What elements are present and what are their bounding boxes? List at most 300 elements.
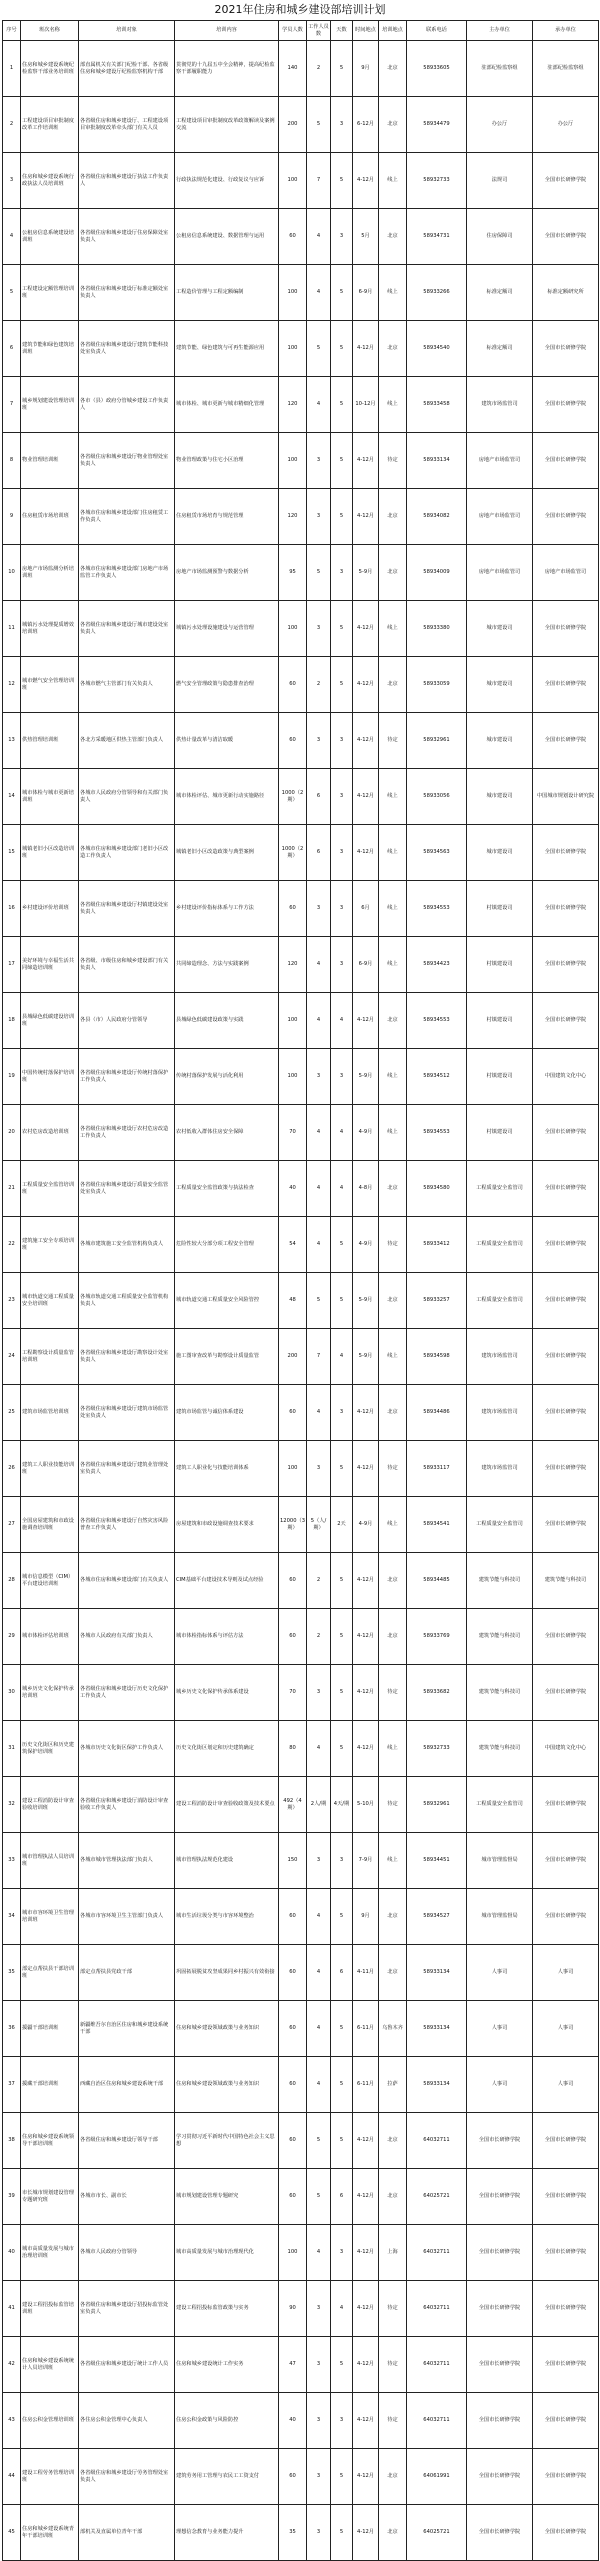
table-cell: 11 <box>3 601 21 657</box>
table-cell: 3 <box>307 2337 331 2393</box>
table-cell: 30 <box>3 1665 21 1721</box>
column-header: 时间地点 <box>353 21 379 41</box>
table-cell: 部定点帮扶县党政干部 <box>79 1945 175 2001</box>
table-cell: 64061991 <box>407 2449 467 2505</box>
table-cell: 各县（市）人民政府分管领导 <box>79 993 175 1049</box>
table-cell: 施工图审查改革与勘察设计质量监管 <box>175 1329 279 1385</box>
table-cell: 全国市长研修学院 <box>533 2337 599 2393</box>
table-cell: 全国市长研修学院 <box>533 1161 599 1217</box>
table-cell: 5 <box>331 489 353 545</box>
column-header: 联系电话 <box>407 21 467 41</box>
table-cell: 3 <box>331 209 353 265</box>
table-cell: 城市信息模型（CIM）平台建设培训班 <box>21 1553 79 1609</box>
table-cell: 西藏自治区住房和城乡建设系统干部 <box>79 2057 175 2113</box>
table-cell: 建设工程招投标监管政策与实务 <box>175 2281 279 2337</box>
table-cell: 58934527 <box>407 1889 467 1945</box>
table-cell: 6 <box>331 2169 353 2225</box>
table-cell: 建筑工人职业技能培训班 <box>21 1441 79 1497</box>
table-cell: 各城市人民政府分管领导和有关部门负责人 <box>79 769 175 825</box>
table-cell: 5 <box>331 2505 353 2561</box>
table-cell: 城市建设司 <box>467 657 533 713</box>
table-cell: 待定 <box>379 2393 407 2449</box>
table-cell: 60 <box>279 1889 307 1945</box>
table-cell: 房地产市场监测分析培训班 <box>21 545 79 601</box>
table-cell: 12000（3期） <box>279 1497 307 1553</box>
table-cell: 历史文化街区划定和历史建筑确定 <box>175 1721 279 1777</box>
table-cell: 各省级住房和城乡建设厅领导干部 <box>79 2113 175 2169</box>
table-cell: 全国市长研修学院 <box>533 1889 599 1945</box>
table-row <box>3 1497 599 1553</box>
table-cell: 26 <box>3 1441 21 1497</box>
table-cell: 市长城市规划建设管理专题研究班 <box>21 2169 79 2225</box>
table-cell: 城镇老旧小区改造政策与典型案例 <box>175 825 279 881</box>
table-cell: 43 <box>3 2393 21 2449</box>
table-cell: 4-12月 <box>353 601 379 657</box>
table-row <box>3 2393 599 2449</box>
table-cell: 城乡历史文化保护传承体系建设 <box>175 1665 279 1721</box>
table-cell: 北京 <box>379 321 407 377</box>
column-header: 培训内容 <box>175 21 279 41</box>
table-cell: 各城市住房和城乡建设部门住房租赁工作负责人 <box>79 489 175 545</box>
table-cell: 58932961 <box>407 1777 467 1833</box>
table-cell: 19 <box>3 1049 21 1105</box>
table-cell: 6-11月 <box>353 2001 379 2057</box>
table-cell: 58934563 <box>407 825 467 881</box>
table-cell: 4-11月 <box>353 1945 379 2001</box>
table-cell: 4天/期 <box>331 1777 353 1833</box>
table-cell: 2 <box>307 1553 331 1609</box>
table-cell: 4 <box>307 1721 331 1777</box>
table-cell: 人事司 <box>533 2057 599 2113</box>
table-cell: 北京 <box>379 657 407 713</box>
table-cell: 10 <box>3 545 21 601</box>
table-cell: 4-12月 <box>353 2225 379 2281</box>
table-cell: 5 <box>331 41 353 97</box>
table-cell: 35 <box>279 2505 307 2561</box>
table-cell: 4-12月 <box>353 657 379 713</box>
table-cell: 北京 <box>379 1609 407 1665</box>
table-cell: 4 <box>307 1161 331 1217</box>
table-cell: 4-12月 <box>353 1441 379 1497</box>
table-cell: 建筑节能与科技司 <box>467 1609 533 1665</box>
table-row <box>3 1329 599 1385</box>
table-cell: 标准定额司 <box>467 265 533 321</box>
table-cell: 全国市长研修学院 <box>467 2225 533 2281</box>
table-cell: 5 <box>331 2057 353 2113</box>
table-row <box>3 1049 599 1105</box>
table-cell: 4 <box>331 1161 353 1217</box>
table-cell: 2 <box>307 657 331 713</box>
table-cell: 全国市长研修学院 <box>533 1833 599 1889</box>
table-cell: 全国市长研修学院 <box>533 2113 599 2169</box>
table-cell: 巩固拓展脱贫攻坚成果同乡村振兴有效衔接 <box>175 1945 279 2001</box>
table-cell: 6-12月 <box>353 97 379 153</box>
table-cell: 60 <box>279 1553 307 1609</box>
table-cell: 4 <box>331 993 353 1049</box>
table-cell: 58933134 <box>407 433 467 489</box>
table-cell: 1000（2期） <box>279 825 307 881</box>
table-cell: 5 <box>331 1217 353 1273</box>
table-cell: 人事司 <box>467 2057 533 2113</box>
table-cell: 5-9月 <box>353 545 379 601</box>
table-cell: 100 <box>279 601 307 657</box>
table-row <box>3 1273 599 1329</box>
table-cell: 5 <box>331 1665 353 1721</box>
table-cell: 58934451 <box>407 1833 467 1889</box>
table-cell: 4 <box>307 1385 331 1441</box>
table-cell: 全国市长研修学院 <box>533 2169 599 2225</box>
table-cell: 16 <box>3 881 21 937</box>
table-cell: 5-9月 <box>353 1273 379 1329</box>
table-cell: 学习贯彻习近平新时代中国特色社会主义思想 <box>175 2113 279 2169</box>
table-row <box>3 489 599 545</box>
table-cell: 各省级住房和城乡建设厅执法工作负责人 <box>79 153 175 209</box>
table-cell: 60 <box>279 209 307 265</box>
table-cell: 各省级、市级住房和城乡建设部门有关负责人 <box>79 937 175 993</box>
table-cell: 60 <box>279 2169 307 2225</box>
table-cell: 9 <box>3 489 21 545</box>
table-cell: 33 <box>3 1833 21 1889</box>
table-cell: 31 <box>3 1721 21 1777</box>
table-cell: 58934485 <box>407 1553 467 1609</box>
table-cell: 工程质量安全监管政策与执法检查 <box>175 1161 279 1217</box>
table-cell: 58934512 <box>407 1049 467 1105</box>
table-cell: 全国市长研修学院 <box>467 2337 533 2393</box>
table-cell: 各北方采暖地区供热主管部门负责人 <box>79 713 175 769</box>
table-cell: 物业管理培训班 <box>21 433 79 489</box>
table-cell: 全国市长研修学院 <box>467 2393 533 2449</box>
table-cell: 3 <box>307 1049 331 1105</box>
table-cell: 建筑市场监管培训班 <box>21 1385 79 1441</box>
table-cell: 4 <box>307 1217 331 1273</box>
table-cell: 23 <box>3 1273 21 1329</box>
table-cell: 建筑市场监管司 <box>467 1385 533 1441</box>
table-cell: 新疆维吾尔自治区住房和城乡建设系统干部 <box>79 2001 175 2057</box>
table-cell: 3 <box>331 2225 353 2281</box>
table-cell: 3 <box>307 881 331 937</box>
table-cell: 35 <box>3 1945 21 2001</box>
table-cell: 线上 <box>379 265 407 321</box>
table-cell: 10-12月 <box>353 377 379 433</box>
table-cell: 58934541 <box>407 1497 467 1553</box>
table-cell: 中国建筑文化中心 <box>533 1049 599 1105</box>
table-cell: 58934731 <box>407 209 467 265</box>
table-cell: 5 <box>331 1553 353 1609</box>
table-row <box>3 2337 599 2393</box>
table-cell: 工程质量安全监管司 <box>467 1217 533 1273</box>
table-cell: 城市高质量发展与城市治理现代化 <box>175 2225 279 2281</box>
table-cell: 7 <box>3 377 21 433</box>
table-cell: 3 <box>307 489 331 545</box>
table-cell: 120 <box>279 489 307 545</box>
table-cell: 5 <box>3 265 21 321</box>
table-row <box>3 1833 599 1889</box>
column-header: 学员人数 <box>279 21 307 41</box>
table-cell: 燃气安全管理政策与隐患排查治理 <box>175 657 279 713</box>
table-cell: 全国市长研修学院 <box>533 1609 599 1665</box>
table-cell: 公租房信息系统建设、数据管理与运用 <box>175 209 279 265</box>
table-cell: 各城市燃气主管部门有关负责人 <box>79 657 175 713</box>
table-cell: 4-12月 <box>353 713 379 769</box>
table-cell: 58933605 <box>407 41 467 97</box>
table-row <box>3 1217 599 1273</box>
table-cell: 各省级住房和城乡建设厅质量安全监管处室负责人 <box>79 1161 175 1217</box>
table-cell: 6月 <box>353 881 379 937</box>
table-cell: 4 <box>307 937 331 993</box>
table-cell: 建筑市场监管司 <box>467 377 533 433</box>
table-cell: 4-12月 <box>353 993 379 1049</box>
table-cell: 58933117 <box>407 1441 467 1497</box>
table-cell: 全国市长研修学院 <box>533 1105 599 1161</box>
table-cell: 住房和城乡建设领域政策与业务知识 <box>175 2001 279 2057</box>
table-cell: 人事司 <box>533 2001 599 2057</box>
table-cell: 100 <box>279 153 307 209</box>
table-cell: 58934486 <box>407 1385 467 1441</box>
table-cell: 城市轨道交通工程质量安全培训班 <box>21 1273 79 1329</box>
table-cell: 48 <box>279 1273 307 1329</box>
table-cell: 3 <box>331 2393 353 2449</box>
table-cell: 60 <box>279 1385 307 1441</box>
column-header: 培训地点 <box>379 21 407 41</box>
table-cell: 40 <box>3 2225 21 2281</box>
table-cell: 建筑节能、绿色建筑与可再生能源应用 <box>175 321 279 377</box>
table-cell: 各省级住房和城乡建设厅村镇建设处室负责人 <box>79 881 175 937</box>
table-cell: 4-12月 <box>353 2113 379 2169</box>
table-cell: 37 <box>3 2057 21 2113</box>
table-cell: 工程造价管理与工程定额编制 <box>175 265 279 321</box>
table-cell: 理想信念教育与业务能力提升 <box>175 2505 279 2561</box>
table-cell: 28 <box>3 1553 21 1609</box>
table-cell: 村镇建设司 <box>467 1105 533 1161</box>
column-header: 班次名称 <box>21 21 79 41</box>
table-cell: 乌鲁木齐 <box>379 2001 407 2057</box>
table-cell: 25 <box>3 1385 21 1441</box>
table-cell: 北京 <box>379 1385 407 1441</box>
table-cell: 95 <box>279 545 307 601</box>
table-cell: 3 <box>331 937 353 993</box>
table-cell: 城市建设司 <box>467 769 533 825</box>
table-cell: 标准定额研究所 <box>533 265 599 321</box>
table-cell: 线上 <box>379 1497 407 1553</box>
table-cell: 北京 <box>379 489 407 545</box>
table-cell: 全国市长研修学院 <box>533 2449 599 2505</box>
table-cell: 4-12月 <box>353 2505 379 2561</box>
table-cell: 58934553 <box>407 1105 467 1161</box>
table-cell: 7 <box>307 1329 331 1385</box>
table-cell: 4 <box>307 2225 331 2281</box>
table-cell: 2 <box>307 41 331 97</box>
table-cell: 美好环境与幸福生活共同缔造培训班 <box>21 937 79 993</box>
table-cell: 58933257 <box>407 1273 467 1329</box>
table-cell: 住房和城乡建设领域政策与业务知识 <box>175 2057 279 2113</box>
table-cell: 140 <box>279 41 307 97</box>
table-cell: 城市体检与城市更新培训班 <box>21 769 79 825</box>
table-cell: 58933412 <box>407 1217 467 1273</box>
table-cell: 全国市长研修学院 <box>533 1329 599 1385</box>
table-cell: 64032711 <box>407 2337 467 2393</box>
table-cell: 100 <box>279 265 307 321</box>
table-row <box>3 1441 599 1497</box>
table-cell: 全国市长研修学院 <box>533 2505 599 2561</box>
table-row <box>3 1721 599 1777</box>
table-cell: 城乡历史文化保护传承培训班 <box>21 1665 79 1721</box>
table-cell: 待定 <box>379 1777 407 1833</box>
table-cell: 各省级住房和城乡建设厅消防设计审查验收工作负责人 <box>79 1777 175 1833</box>
table-cell: 58933458 <box>407 377 467 433</box>
table-cell: 住房和城乡建设系统纪检监察干部业务培训班 <box>21 41 79 97</box>
table-row <box>3 881 599 937</box>
table-cell: 58933769 <box>407 1609 467 1665</box>
table-cell: 北京 <box>379 1889 407 1945</box>
table-cell: 4-12月 <box>353 321 379 377</box>
table-cell: 64032711 <box>407 2113 467 2169</box>
table-cell: 4-12月 <box>353 2337 379 2393</box>
table-cell: 线上 <box>379 825 407 881</box>
table-cell: 建筑市场监管司 <box>467 1329 533 1385</box>
table-cell: 中国城市规划设计研究院 <box>533 769 599 825</box>
table-cell: 45 <box>3 2505 21 2561</box>
table-cell: 58933059 <box>407 657 467 713</box>
table-cell: 4-9月 <box>353 1105 379 1161</box>
table-cell: 4 <box>307 1889 331 1945</box>
table-cell: 房地产市场监管司 <box>467 433 533 489</box>
table-cell: 线上 <box>379 1721 407 1777</box>
table-cell: 4 <box>331 1329 353 1385</box>
table-cell: 17 <box>3 937 21 993</box>
table-cell: 北京 <box>379 1273 407 1329</box>
table-cell: 城市体检评估培训班 <box>21 1609 79 1665</box>
column-header: 主办单位 <box>467 21 533 41</box>
table-cell: 4-12月 <box>353 2169 379 2225</box>
table-cell: 城市建设司 <box>467 713 533 769</box>
table-cell: 工程质量安全监管司 <box>467 1777 533 1833</box>
table-cell: 城市管理执法规范化建设 <box>175 1833 279 1889</box>
table-cell: 5 <box>331 2449 353 2505</box>
table-cell: 全国市长研修学院 <box>533 489 599 545</box>
table-cell: 建设工程消防设计审查验收培训班 <box>21 1777 79 1833</box>
table-cell: 住房公积金管理培训班 <box>21 2393 79 2449</box>
table-cell: 5 <box>307 1273 331 1329</box>
table-cell: 援疆干部培训班 <box>21 2001 79 2057</box>
table-cell: 待定 <box>379 2337 407 2393</box>
table-cell: 20 <box>3 1105 21 1161</box>
table-cell: 住房和城乡建设系统行政执法人员培训班 <box>21 153 79 209</box>
table-cell: 全国市长研修学院 <box>533 1441 599 1497</box>
table-cell: 农村低收入群体住房安全保障 <box>175 1105 279 1161</box>
table-cell: 5 <box>331 2337 353 2393</box>
table-cell: 各城市历史文化街区保护工作负责人 <box>79 1721 175 1777</box>
table-cell: 全国房屋建筑和市政设施调查培训班 <box>21 1497 79 1553</box>
table-cell: 各城市人民政府有关部门负责人 <box>79 1609 175 1665</box>
table-cell: 乡村建设评价培训班 <box>21 881 79 937</box>
table-row <box>3 2169 599 2225</box>
table-cell: 城市体检评估、城市更新行动实施路径 <box>175 769 279 825</box>
table-cell: 58933134 <box>407 1945 467 2001</box>
table-cell: 100 <box>279 1441 307 1497</box>
table-cell: 待定 <box>379 1441 407 1497</box>
table-cell: 5 <box>331 153 353 209</box>
table-row <box>3 265 599 321</box>
table-cell: 村镇建设司 <box>467 1049 533 1105</box>
table-cell: 58933380 <box>407 601 467 657</box>
table-cell: 3 <box>307 1665 331 1721</box>
table-cell: 3 <box>331 881 353 937</box>
table-cell: 4-12月 <box>353 1609 379 1665</box>
table-cell: 5 <box>331 657 353 713</box>
table-row <box>3 1553 599 1609</box>
table-cell: 待定 <box>379 1665 407 1721</box>
table-cell: 4-12月 <box>353 153 379 209</box>
table-row <box>3 2449 599 2505</box>
table-cell: 全国市长研修学院 <box>533 601 599 657</box>
table-cell: 4-9月 <box>353 1497 379 1553</box>
table-row <box>3 1609 599 1665</box>
table-cell: 各省级住房和城乡建设厅建筑市场监管处室负责人 <box>79 1385 175 1441</box>
table-cell: 各省级住房和城乡建设厅自然灾害风险普查工作负责人 <box>79 1497 175 1553</box>
table-cell: 6-9月 <box>353 265 379 321</box>
table-cell: 21 <box>3 1161 21 1217</box>
table-cell: 4 <box>307 377 331 433</box>
table-cell: 住房和城乡建设系统统计人员培训班 <box>21 2337 79 2393</box>
table-cell: 全国市长研修学院 <box>533 2393 599 2449</box>
table-cell: 北京 <box>379 97 407 153</box>
table-row <box>3 1945 599 2001</box>
table-cell: 办公厅 <box>467 97 533 153</box>
table-cell: 村镇建设司 <box>467 937 533 993</box>
table-cell: 5 <box>307 545 331 601</box>
table-cell: 58934009 <box>407 545 467 601</box>
table-cell: 供热管理培训班 <box>21 713 79 769</box>
table-cell: 6 <box>331 1945 353 2001</box>
table-cell: 4 <box>307 2057 331 2113</box>
table-cell: 各市（县）政府分管城乡建设工作负责人 <box>79 377 175 433</box>
table-row <box>3 1665 599 1721</box>
table-cell: 线上 <box>379 601 407 657</box>
table-cell: 住房租赁市场培育与规范管理 <box>175 489 279 545</box>
table-cell: 150 <box>279 1833 307 1889</box>
table-cell: 4 <box>307 993 331 1049</box>
table-cell: 9月 <box>353 41 379 97</box>
table-cell: 全国市长研修学院 <box>467 2449 533 2505</box>
table-cell: 各城市轨道交通工程质量安全监管机构负责人 <box>79 1273 175 1329</box>
table-cell: 房屋建筑和市政设施调查技术要求 <box>175 1497 279 1553</box>
table-cell: 房地产市场监管司 <box>533 545 599 601</box>
table-cell: 全国市长研修学院 <box>533 713 599 769</box>
table-cell: 工程质量安全监管司 <box>467 1497 533 1553</box>
table-cell: 中国建筑文化中心 <box>533 1721 599 1777</box>
table-cell: 各城市人民政府分管领导 <box>79 2225 175 2281</box>
table-cell: 上海 <box>379 2225 407 2281</box>
table-cell: 4-12月 <box>353 2393 379 2449</box>
table-cell: 4-8月 <box>353 1161 379 1217</box>
table-row <box>3 97 599 153</box>
table-cell: 18 <box>3 993 21 1049</box>
table-cell: 公租房信息系统建设培训班 <box>21 209 79 265</box>
table-row <box>3 657 599 713</box>
table-cell: 5月 <box>353 209 379 265</box>
table-cell: 建筑节能和绿色建筑培训班 <box>21 321 79 377</box>
table-cell: 4 <box>331 1105 353 1161</box>
table-cell: 村镇建设司 <box>467 881 533 937</box>
table-cell: 6 <box>307 769 331 825</box>
table-cell: 建设工程招投标监管培训班 <box>21 2281 79 2337</box>
table-cell: 各省级住房和城乡建设厅、工程建设项目审批制度改革牵头部门有关人员 <box>79 97 175 153</box>
page-title: 2021年住房和城乡建设部培训计划 <box>214 3 386 16</box>
table-cell: 9月 <box>353 1889 379 1945</box>
table-cell: 5 <box>331 377 353 433</box>
table-cell: 工程质量安全监管司 <box>467 1273 533 1329</box>
table-cell: 3 <box>331 769 353 825</box>
